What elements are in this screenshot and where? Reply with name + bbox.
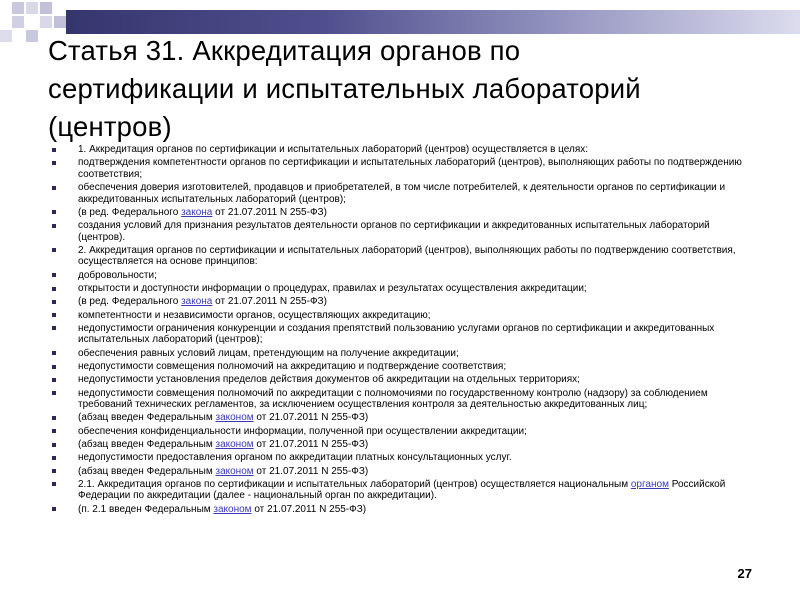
square-bullet-icon xyxy=(52,210,56,214)
list-item xyxy=(52,452,752,464)
square-bullet-icon xyxy=(52,378,56,382)
square-bullet-icon xyxy=(52,391,56,395)
square-bullet-icon xyxy=(52,300,56,304)
law-link[interactable]: законом xyxy=(213,503,252,515)
decor-square xyxy=(0,30,12,42)
item-text: компетентности и независимости органов, осуществляющих аккредитацию; xyxy=(78,309,431,321)
item-text: (п. 2.1 введен Федеральным xyxy=(78,503,214,515)
slide-title xyxy=(48,32,748,146)
item-text: от 21.07.2011 N 255-ФЗ) xyxy=(212,296,327,308)
item-text: от 21.07.2011 N 255-ФЗ) xyxy=(251,503,367,515)
square-bullet-icon xyxy=(52,456,56,460)
item-text: обеспечения равных условий лицам, претендующим на получение аккредитации; xyxy=(78,347,459,359)
bullet-list xyxy=(52,144,752,517)
square-bullet-icon xyxy=(52,482,56,486)
list-item xyxy=(52,374,752,386)
decor-square xyxy=(40,2,52,14)
decor-square xyxy=(26,2,38,14)
item-text: недопустимости установления пределов действия документов об аккредитации на отдельных территориях; xyxy=(78,374,580,386)
item-text: обеспечения конфиденциальности информации, полученной при осуществлении аккредитации; xyxy=(78,425,527,437)
item-text: недопустимости предоставления органом по аккредитации платных консультационных услуг. xyxy=(78,452,512,464)
item-text: недопустимости совмещения полномочий по аккредитации с полномочиями по государственному контролю (надзору) за соблюдением требований технических регламентов, за исключением осуществления контроля за деятельностью аккредитованных лиц; xyxy=(78,387,708,411)
title-line: (центров) xyxy=(48,111,172,142)
square-bullet-icon xyxy=(52,443,56,447)
item-text: от 21.07.2011 N 255-ФЗ) xyxy=(253,439,369,451)
item-text: от 21.07.2011 N 255-ФЗ) xyxy=(253,465,369,477)
item-text: добровольности; xyxy=(78,269,157,281)
list-item xyxy=(52,207,752,219)
list-item xyxy=(52,220,752,243)
item-text: (абзац введен Федеральным xyxy=(78,412,216,424)
list-item xyxy=(52,323,752,346)
title-line: Статья 31. Аккредитация органов по xyxy=(48,35,521,66)
square-bullet-icon xyxy=(52,287,56,291)
law-link[interactable]: законом xyxy=(215,412,254,424)
law-link[interactable]: закона xyxy=(181,296,213,308)
decor-square xyxy=(26,30,38,42)
list-item xyxy=(52,144,752,156)
list-item xyxy=(52,270,752,282)
law-link[interactable]: законом xyxy=(215,439,254,451)
item-text: от 21.07.2011 N 255-ФЗ) xyxy=(253,412,369,424)
square-bullet-icon xyxy=(52,469,56,473)
square-bullet-icon xyxy=(52,248,56,252)
list-item xyxy=(52,388,752,411)
title-line: сертификации и испытательных лабораторий xyxy=(48,73,641,104)
page-number: 27 xyxy=(737,566,752,581)
decor-square xyxy=(40,16,52,28)
square-bullet-icon xyxy=(52,429,56,433)
header-gradient-bar xyxy=(66,10,800,34)
square-bullet-icon xyxy=(52,161,56,165)
item-text: недопустимости совмещения полномочий на аккредитацию и подтверждение соответствия; xyxy=(78,361,507,373)
item-text: (абзац введен Федеральным xyxy=(78,439,216,451)
item-text: 1. Аккредитация органов по сертификации и испытательных лабораторий (центров) осуществляется в целях: xyxy=(78,144,589,155)
list-item xyxy=(52,157,752,180)
item-text: открытости и доступности информации о процедурах, правилах и результатах осуществления аккредитации; xyxy=(78,283,587,295)
list-item xyxy=(52,439,752,451)
item-text: (абзац введен Федеральным xyxy=(78,465,216,477)
item-text: (в ред. Федерального xyxy=(78,296,182,308)
item-text: от 21.07.2011 N 255-ФЗ) xyxy=(212,206,327,218)
list-item xyxy=(52,182,752,205)
law-link[interactable]: законом xyxy=(215,465,254,477)
list-item xyxy=(52,504,752,516)
item-text: недопустимости ограничения конкуренции и создания препятствий пользованию услугами органов по сертификации и аккредитованных испытательных лабораторий (центров); xyxy=(78,322,715,346)
list-item xyxy=(52,245,752,268)
list-item xyxy=(52,296,752,308)
square-bullet-icon xyxy=(52,365,56,369)
law-link[interactable]: органом xyxy=(630,478,669,490)
square-bullet-icon xyxy=(52,186,56,190)
item-text: обеспечения доверия изготовителей, продавцов и приобретателей, в том числе потребителей, к деятельности органов по сертификации и аккредитованных испытательных лабораторий (центров); xyxy=(78,182,726,205)
item-text: создания условий для признания результатов деятельности органов по сертификации и аккредитованных испытательных лабораторий (центров). xyxy=(78,220,710,243)
list-item xyxy=(52,466,752,478)
square-bullet-icon xyxy=(52,313,56,317)
decor-square xyxy=(12,2,24,14)
square-bullet-icon xyxy=(52,224,56,228)
list-item xyxy=(52,426,752,438)
item-text: (в ред. Федерального xyxy=(78,206,182,218)
item-text: 2. Аккредитация органов по сертификации и испытательных лабораторий (центров), выполняющих работы по подтверждению соответствия, осуществляется на основе принципов: xyxy=(78,244,736,268)
list-item xyxy=(52,412,752,424)
list-item xyxy=(52,310,752,322)
list-item xyxy=(52,348,752,360)
square-bullet-icon xyxy=(52,326,56,330)
square-bullet-icon xyxy=(52,273,56,277)
decor-square xyxy=(12,16,24,28)
item-text: подтверждения компетентности органов по сертификации и испытательных лабораторий (центров), выполняющих работы по подтверждению соответствия; xyxy=(78,157,742,180)
square-bullet-icon xyxy=(52,148,56,152)
law-link[interactable]: закона xyxy=(181,206,213,218)
list-item xyxy=(52,361,752,373)
item-text: Российской Федерации по аккредитации (далее - национальный орган по аккредитации). xyxy=(78,478,726,502)
item-text: 2.1. Аккредитация органов по сертификации и испытательных лабораторий (центров) осуществляется национальным xyxy=(78,478,631,490)
list-item xyxy=(52,479,752,502)
square-bullet-icon xyxy=(52,507,56,511)
square-bullet-icon xyxy=(52,416,56,420)
list-item xyxy=(52,283,752,295)
square-bullet-icon xyxy=(52,351,56,355)
decor-square xyxy=(54,16,66,28)
